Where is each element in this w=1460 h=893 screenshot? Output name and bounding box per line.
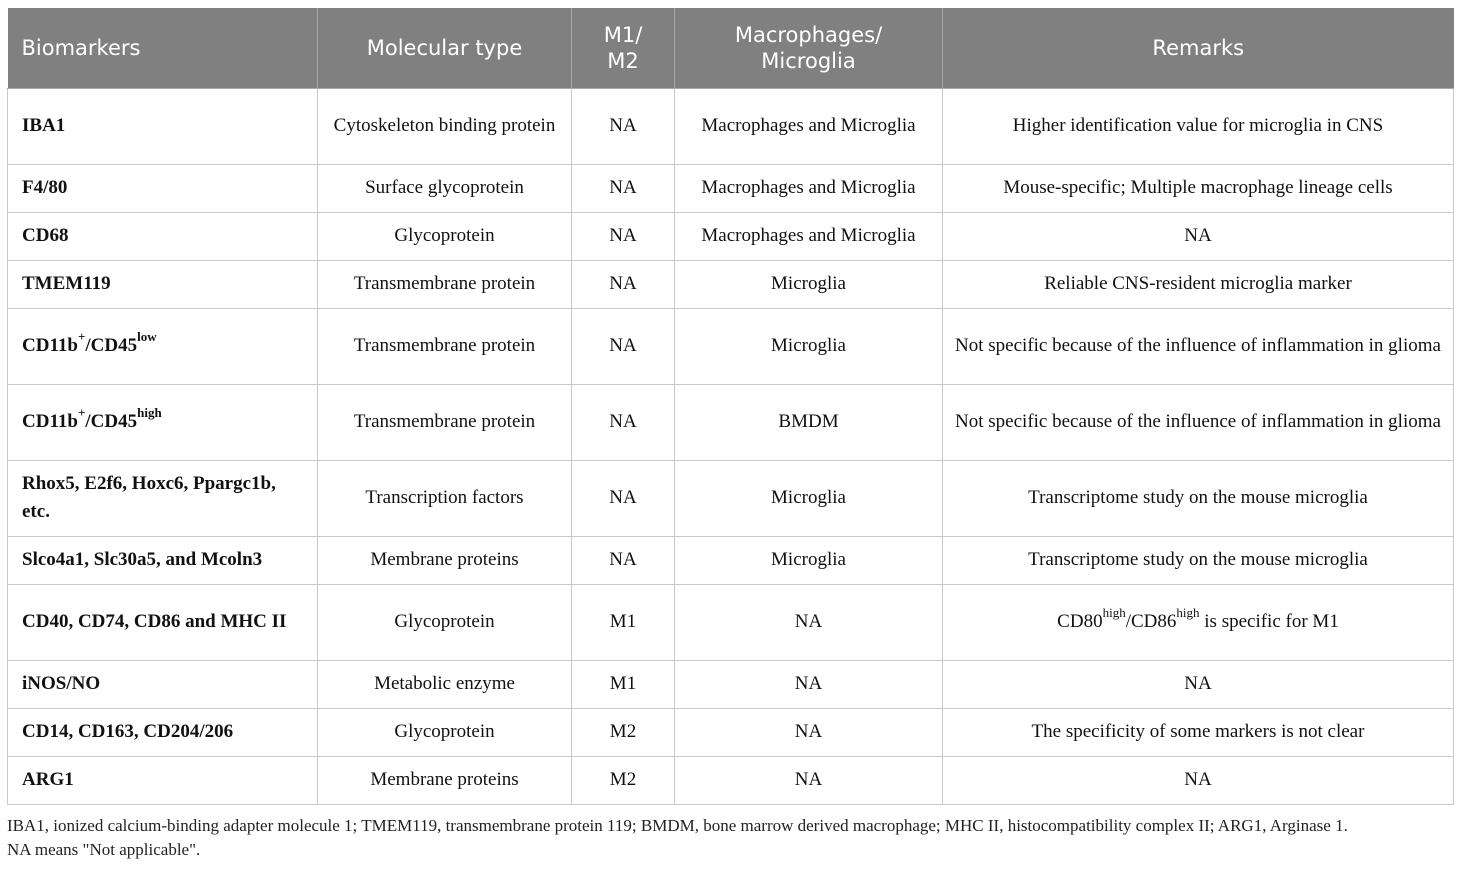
cell-molecular-type: Glycoprotein (318, 708, 572, 756)
marker-superscript: + (77, 404, 86, 420)
cell-macrophages-microglia: NA (675, 660, 943, 708)
cell-remarks: Not specific because of the influence of inflammation in glioma (943, 308, 1454, 384)
table-row (8, 584, 1454, 660)
header-m1-m2-text: M1/ M2 (603, 22, 643, 73)
table-row (8, 308, 1454, 384)
cell-remarks: Higher identification value for microglia in CNS (943, 88, 1454, 164)
table-row (8, 708, 1454, 756)
cell-m1-m2: NA (572, 384, 675, 460)
header-m1-m2 (572, 8, 675, 88)
cell-macrophages-microglia: Microglia (675, 260, 943, 308)
cell-biomarker: TMEM119 (8, 260, 318, 308)
cell-m1-m2: NA (572, 260, 675, 308)
table-row (8, 212, 1454, 260)
cell-molecular-type: Metabolic enzyme (318, 660, 572, 708)
cell-m1-m2: M2 (572, 756, 675, 804)
cell-remarks: Transcriptome study on the mouse microglia (943, 536, 1454, 584)
cell-m1-m2: M2 (572, 708, 675, 756)
cell-m1-m2: NA (572, 88, 675, 164)
cell-macrophages-microglia: NA (675, 708, 943, 756)
cell-m1-m2: NA (572, 164, 675, 212)
cell-macrophages-microglia: Macrophages and Microglia (675, 164, 943, 212)
cell-macrophages-microglia: NA (675, 756, 943, 804)
cell-remarks (943, 584, 1454, 660)
marker-part: /CD45 (85, 335, 138, 356)
cell-remarks: NA (943, 756, 1454, 804)
cell-macrophages-microglia: NA (675, 584, 943, 660)
biomarker-table (7, 8, 1454, 805)
cell-biomarker: F4/80 (8, 164, 318, 212)
header-macrophages-microglia (675, 8, 943, 88)
cell-molecular-type: Glycoprotein (318, 584, 572, 660)
header-row (8, 8, 1454, 88)
cell-biomarker: CD68 (8, 212, 318, 260)
marker-superscript: high (137, 404, 162, 420)
cell-biomarker (8, 308, 318, 384)
marker-part: CD11b (22, 411, 78, 432)
header-mm-text: Macrophages/ Microglia (734, 22, 883, 73)
cell-biomarker: ARG1 (8, 756, 318, 804)
table-row (8, 660, 1454, 708)
cell-macrophages-microglia: BMDM (675, 384, 943, 460)
remarks-part: CD80 (1057, 611, 1103, 632)
cell-molecular-type: Glycoprotein (318, 212, 572, 260)
cell-molecular-type: Membrane proteins (318, 756, 572, 804)
footnote-abbreviations: IBA1, ionized calcium-binding adapter molecule 1; TMEM119, transmembrane protein 119; BMDM, bone marrow derived macrophage; MHC II, histocompatibility complex II; ARG1, Arginase 1. (7, 816, 1348, 835)
cell-m1-m2: NA (572, 460, 675, 536)
cell-m1-m2: NA (572, 536, 675, 584)
cell-macrophages-microglia: Microglia (675, 308, 943, 384)
table-row (8, 260, 1454, 308)
table-row (8, 460, 1454, 536)
cell-macrophages-microglia: Microglia (675, 460, 943, 536)
cell-biomarker (8, 384, 318, 460)
cell-remarks: Transcriptome study on the mouse microglia (943, 460, 1454, 536)
cell-molecular-type: Transmembrane protein (318, 384, 572, 460)
cell-biomarker: iNOS/NO (8, 660, 318, 708)
cell-molecular-type: Membrane proteins (318, 536, 572, 584)
cell-remarks: Not specific because of the influence of inflammation in glioma (943, 384, 1454, 460)
cell-macrophages-microglia: Macrophages and Microglia (675, 212, 943, 260)
cell-macrophages-microglia: Microglia (675, 536, 943, 584)
cell-biomarker: CD40, CD74, CD86 and MHC II (8, 584, 318, 660)
cell-m1-m2: M1 (572, 584, 675, 660)
marker-superscript: + (77, 328, 86, 344)
cell-molecular-type: Transmembrane protein (318, 260, 572, 308)
cell-biomarker: CD14, CD163, CD204/206 (8, 708, 318, 756)
marker-part: /CD45 (85, 411, 138, 432)
cell-m1-m2: NA (572, 212, 675, 260)
marker-superscript: low (137, 328, 157, 344)
cell-molecular-type: Cytoskeleton binding protein (318, 88, 572, 164)
cell-remarks: Mouse-specific; Multiple macrophage lineage cells (943, 164, 1454, 212)
remarks-part: /CD86 (1125, 611, 1177, 632)
cell-molecular-type: Surface glycoprotein (318, 164, 572, 212)
table-row (8, 164, 1454, 212)
table-row (8, 756, 1454, 804)
marker-part: CD11b (22, 335, 78, 356)
table-footnotes (7, 814, 1453, 862)
cell-remarks: NA (943, 212, 1454, 260)
cell-remarks: Reliable CNS-resident microglia marker (943, 260, 1454, 308)
cell-macrophages-microglia: Macrophages and Microglia (675, 88, 943, 164)
footnote-na-meaning: NA means "Not applicable". (7, 840, 201, 859)
remarks-superscript: high (1176, 604, 1200, 620)
table-row (8, 88, 1454, 164)
table-row (8, 384, 1454, 460)
header-remarks: Remarks (943, 8, 1454, 88)
cell-m1-m2: NA (572, 308, 675, 384)
cell-molecular-type: Transcription factors (318, 460, 572, 536)
cell-molecular-type: Transmembrane protein (318, 308, 572, 384)
cell-biomarker: Rhox5, E2f6, Hoxc6, Ppargc1b, etc. (8, 460, 318, 536)
header-molecular-type: Molecular type (318, 8, 572, 88)
header-biomarkers: Biomarkers (8, 8, 318, 88)
remarks-superscript: high (1102, 604, 1126, 620)
cell-remarks: NA (943, 660, 1454, 708)
cell-biomarker: Slco4a1, Slc30a5, and Mcoln3 (8, 536, 318, 584)
table-row (8, 536, 1454, 584)
remarks-part: is specific for M1 (1199, 611, 1339, 632)
cell-remarks: The specificity of some markers is not clear (943, 708, 1454, 756)
cell-biomarker: IBA1 (8, 88, 318, 164)
biomarker-table-container (7, 8, 1453, 805)
cell-m1-m2: M1 (572, 660, 675, 708)
